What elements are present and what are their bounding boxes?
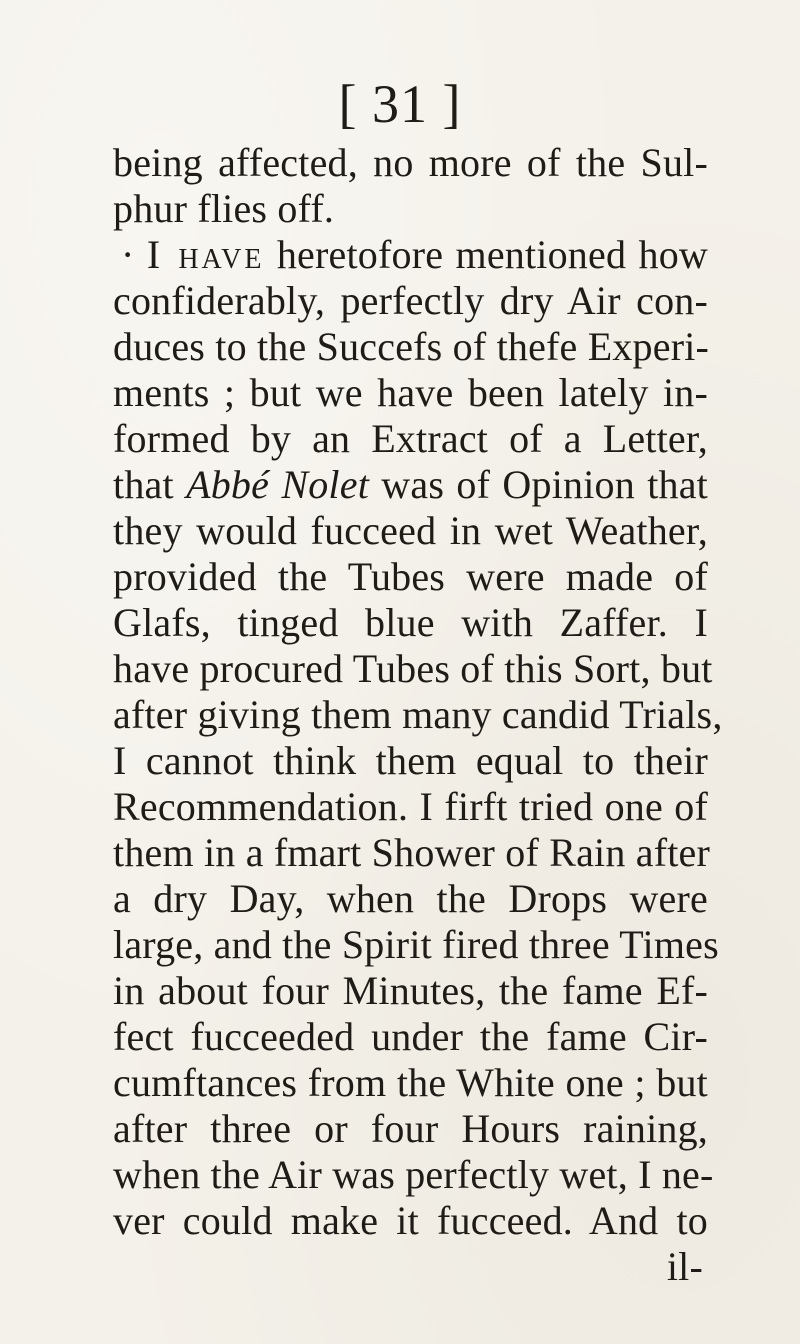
catchword: il- bbox=[666, 1244, 703, 1289]
text-line: Glafs, tinged blue with Zaffer. I bbox=[113, 600, 708, 645]
text-line: ver could make it fucceed. And to bbox=[113, 1198, 708, 1243]
text-line: a dry Day, when the Drops were bbox=[113, 876, 708, 921]
text-line: formed by an Extract of a Letter, bbox=[113, 416, 708, 461]
text-line bbox=[113, 232, 708, 278]
italic-name: Abbé Nolet bbox=[186, 462, 370, 507]
line-text: that bbox=[113, 462, 187, 507]
text-line: ments ; but we have been lately in- bbox=[113, 370, 708, 415]
text-line bbox=[113, 462, 708, 508]
text-line: phur flies off. bbox=[113, 186, 335, 231]
text-line: have procured Tubes of this Sort, but bbox=[113, 646, 713, 691]
text-line: after three or four Hours raining, bbox=[113, 1106, 708, 1151]
text-line: after giving them many candid Trials, bbox=[113, 692, 723, 737]
text-line: in about four Minutes, the fame Ef- bbox=[113, 968, 708, 1013]
text-line: provided the Tubes were made of bbox=[113, 554, 708, 599]
text-line: they would fucceed in wet Weather, bbox=[113, 508, 708, 553]
paragraph-opening: I have bbox=[146, 232, 265, 277]
line-text: heretofore mentioned how bbox=[264, 232, 708, 277]
page-number: [ 31 ] bbox=[338, 74, 462, 134]
body-text bbox=[113, 140, 723, 1290]
text-line: being affected, no more of the Sul- bbox=[113, 140, 708, 185]
text-line: Recommendation. I firft tried one of bbox=[113, 784, 708, 829]
text-line: large, and the Spirit fired three Times bbox=[113, 922, 719, 967]
text-line: them in a fmart Shower of Rain after bbox=[113, 830, 711, 875]
text-line: cumftances from the White one ; but bbox=[113, 1060, 708, 1105]
text-line: fect fucceeded under the fame Cir- bbox=[113, 1014, 708, 1059]
text-line: when the Air was perfectly wet, I ne- bbox=[113, 1152, 714, 1197]
text-line: duces to the Succefs of thefe Experi- bbox=[113, 324, 710, 369]
line-text: was of Opinion that bbox=[369, 462, 708, 507]
line-mark: · bbox=[121, 232, 147, 277]
text-line: I cannot think them equal to their bbox=[113, 738, 708, 783]
text-line: confiderably, perfectly dry Air con- bbox=[113, 278, 708, 323]
